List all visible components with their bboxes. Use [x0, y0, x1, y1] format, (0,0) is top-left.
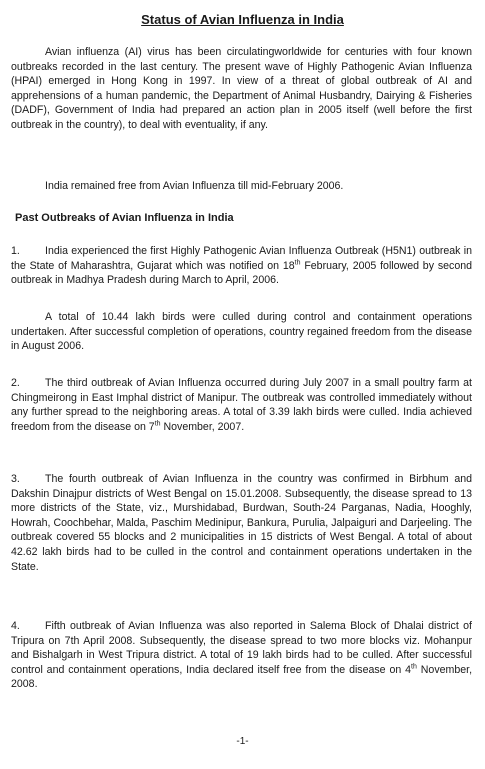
outbreak-3-number: 3.: [11, 473, 20, 485]
outbreak-2-number: 2.: [11, 377, 20, 389]
intro-paragraph-2: India remained free from Avian Influenza till mid-February 2006.: [45, 180, 344, 192]
outbreak-2-paragraph: 2. The third outbreak of Avian Influenza occurred during July 2007 in a small poultry farm at Chingmeirong in East Imphal district of Manipur. The outbreak was controlled immediately without any further spread to the neighboring areas. A total of 3.39 lakh birds were culled. India achieved freedom from the disease on 7th November, 2007.: [11, 377, 472, 433]
page-number: -1-: [236, 736, 249, 747]
document-title: Status of Avian Influenza in India: [141, 12, 344, 27]
outbreak-4-paragraph: 4. Fifth outbreak of Avian Influenza was also reported in Salema Block of Dhalai district of Tripura on 7th April 2008. Subsequently, the disease spread to two more blocks viz. Mohanpur and Bishalgarh in West Tripura district. A total of 19 lakh birds had to be culled. After successful control and containment operations, India declared itself free from the disease on 4th November, 2008.: [11, 620, 473, 691]
section-heading: Past Outbreaks of Avian Influenza in India: [15, 212, 234, 224]
outbreak-3-paragraph: 3. The fourth outbreak of Avian Influenza in the country was confirmed in Birbhum and Dakshin Dinajpur districts of West Bengal on 15.01.2008. Subsequently, the disease spread to 13 more districts of the State, viz., Murshidabad, Burdwan, South-24 Parganas, Nadia, Hooghly, Howrah, Coochbehar, Malda, Paschim Medinipur, Bankura, Purulia, Jalpaiguri and Darjeeling. The outbreak covered 55 blocks and 2 municipalities in 15 districts of West Bengal. A total of about 42.62 lakh birds had to be culled in the control and containment operations undertaken in the State.: [11, 473, 472, 573]
outbreak-1-paragraph: 1. India experienced the first Highly Pathogenic Avian Influenza Outbreak (H5N1) outbreak in the State of Maharashtra, Gujarat which was notified on 18th February, 2005 followed by second outbreak in Madhya Pradesh during March to April, 2006.: [11, 245, 472, 287]
outbreak-1-number: 1.: [11, 245, 20, 257]
intro-paragraph: Avian influenza (AI) virus has been circulatingworldwide for centuries with four known outbreaks recorded in the last century. The present wave of Highly Pathogenic Avian Influenza (HPAI) emerged in Hong Kong in 1997. In view of a threat of global outbreak of AI and apprehensions of a human pandemic, the Department of Animal Husbandry, Dairying & Fisheries (DADF), Government of India had prepared an action plan in 2005 itself (well before the first outbreak in the country), to deal with eventuality, if any.: [11, 46, 472, 131]
outbreak-1-culling-paragraph: A total of 10.44 lakh birds were culled during control and containment operations undertaken. After successful completion of operations, country regained freedom from the disease in August 2006.: [11, 311, 472, 353]
outbreak-4-number: 4.: [11, 620, 20, 632]
